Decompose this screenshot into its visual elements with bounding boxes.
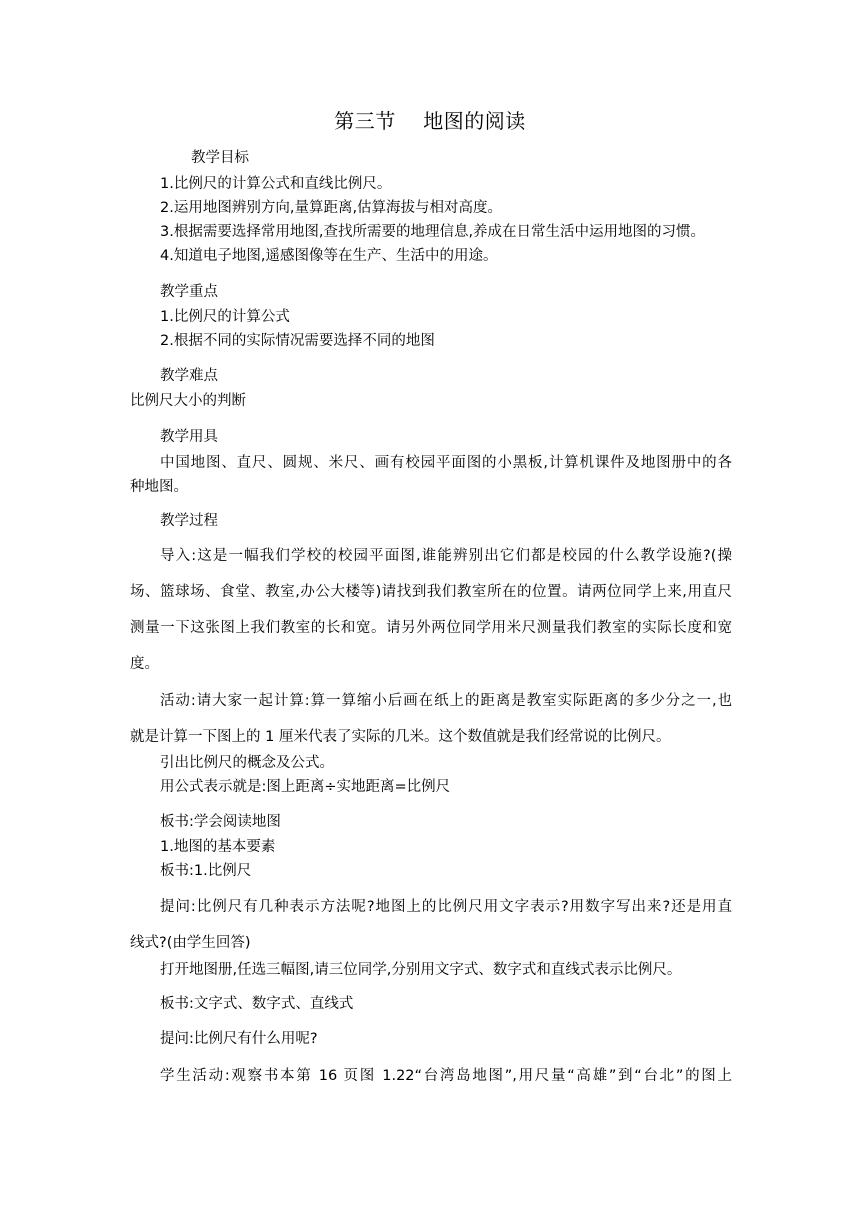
activity-paragraph-line: 就是计算一下图上的 1 厘米代表了实际的几米。这个数值就是我们经常说的比例尺。: [130, 729, 671, 745]
page-title: 第三节 地图的阅读: [334, 109, 526, 133]
question-paragraph-line: 线式?(由学生回答): [130, 935, 251, 951]
objective-item-3: 3.根据需要选择常用地图,查找所需要的地理信息,养成在日常生活中运用地图的习惯。: [160, 224, 706, 240]
key-point-item-2: 2.根据不同的实际情况需要选择不同的地图: [160, 333, 435, 349]
board-note-line: 板书:1.比例尺: [160, 863, 252, 879]
section-heading-key-points: 教学重点: [160, 284, 218, 300]
intro-paragraph-line: 测量一下这张图上我们教室的长和宽。请另外两位同学用米尺测量我们教室的实际长度和宽: [130, 620, 732, 636]
section-heading-difficulties: 教学难点: [160, 368, 218, 384]
intro-paragraph-line: 场、篮球场、食堂、教室,办公大楼等)请找到我们教室所在的位置。请两位同学上来,用直尺: [130, 584, 732, 600]
tools-paragraph-line: 中国地图、直尺、圆规、米尺、画有校园平面图的小黑板,计算机课件及地图册中的各: [160, 455, 732, 471]
atlas-activity-line: 打开地图册,任选三幅图,请三位同学,分别用文字式、数字式和直线式表示比例尺。: [160, 962, 682, 978]
question-line: 提问:比例尺有什么用呢?: [160, 1031, 318, 1047]
difficulty-text: 比例尺大小的判断: [130, 393, 246, 409]
objective-item-4: 4.知道电子地图,遥感图像等在生产、生活中的用途。: [160, 248, 498, 264]
objective-item-1: 1.比例尺的计算公式和直线比例尺。: [160, 176, 392, 192]
concept-line: 引出比例尺的概念及公式。: [160, 755, 334, 771]
board-note-line: 板书:学会阅读地图: [160, 814, 281, 830]
tools-paragraph-line: 种地图。: [130, 479, 188, 495]
section-heading-objectives: 教学目标: [191, 150, 249, 166]
objective-item-2: 2.运用地图辨别方向,量算距离,估算海拔与相对高度。: [160, 200, 503, 216]
question-paragraph-line: 提问:比例尺有几种表示方法呢?地图上的比例尺用文字表示?用数字写出来?还是用直: [160, 899, 732, 915]
section-heading-tools: 教学用具: [160, 429, 218, 445]
intro-paragraph-line: 导入:这是一幅我们学校的校园平面图,谁能辨别出它们都是校园的什么教学设施?(操: [160, 548, 732, 564]
student-activity-line: 学生活动:观察书本第 16 页图 1.22“台湾岛地图”,用尺量“高雄”到“台北”的图上: [160, 1068, 732, 1084]
formula-line: 用公式表示就是:图上距离÷实地距离=比例尺: [160, 779, 451, 795]
activity-paragraph-line: 活动:请大家一起计算:算一算缩小后画在纸上的距离是教室实际距离的多少分之一,也: [160, 693, 732, 709]
key-point-item-1: 1.比例尺的计算公式: [160, 309, 290, 325]
map-elements-line: 1.地图的基本要素: [160, 839, 276, 855]
section-heading-process: 教学过程: [160, 513, 218, 529]
board-note-line: 板书:文字式、数字式、直线式: [160, 996, 354, 1012]
intro-paragraph-line: 度。: [130, 656, 159, 672]
